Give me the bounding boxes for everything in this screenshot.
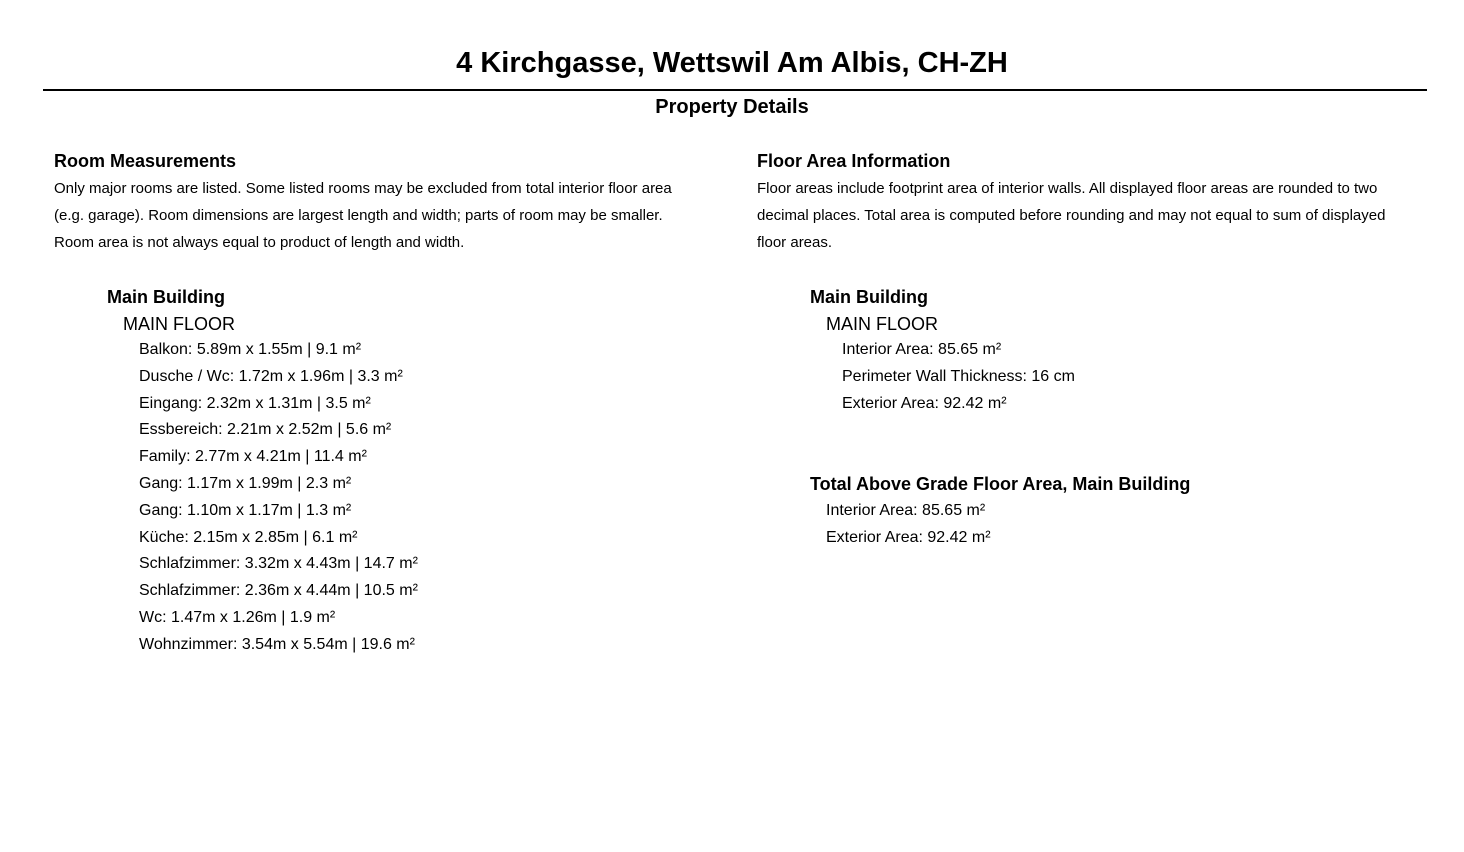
room-item: Wohnzimmer: 3.54m x 5.54m | 19.6 m²: [139, 635, 415, 653]
room-item: Wc: 1.47m x 1.26m | 1.9 m²: [139, 608, 336, 626]
total-floor-area-list: [826, 498, 1437, 552]
total-area-item: Exterior Area: 92.42 m²: [826, 529, 991, 547]
floor-area-building-block: [810, 283, 1437, 417]
room-item: Balkon: 5.89m x 1.55m | 9.1 m²: [139, 341, 362, 358]
room-measurements-section: [54, 148, 724, 659]
total-floor-area-block: [810, 470, 1437, 552]
description-line: floor areas.: [757, 234, 833, 251]
page-subtitle: Property Details: [655, 96, 809, 118]
floor-label: MAIN FLOOR: [123, 314, 236, 334]
room-item: Gang: 1.10m x 1.17m | 1.3 m²: [139, 501, 352, 519]
building-title: Main Building: [810, 287, 928, 307]
room-list: [139, 337, 724, 659]
floor-area-item: Interior Area: 85.65 m²: [842, 341, 1002, 358]
building-title: Main Building: [107, 287, 225, 307]
floor-area-description: [757, 175, 1437, 256]
total-floor-area-heading: Total Above Grade Floor Area, Main Building: [810, 474, 1191, 495]
floor-area-item: Perimeter Wall Thickness: 16 cm: [842, 367, 1075, 385]
room-item: Gang: 1.17m x 1.99m | 2.3 m²: [139, 474, 352, 492]
room-item: Family: 2.77m x 4.21m | 11.4 m²: [139, 448, 367, 466]
floor-area-section: [757, 148, 1437, 552]
room-item: Küche: 2.15m x 2.85m | 6.1 m²: [139, 528, 358, 546]
description-line: decimal places. Total area is computed before rounding and may not equal to sum of displayed: [757, 207, 1386, 224]
floor-area-heading: Floor Area Information: [757, 151, 951, 171]
total-area-item: Interior Area: 85.65 m²: [826, 502, 986, 520]
description-line: Floor areas include footprint area of interior walls. All displayed floor areas are rounded to two: [757, 180, 1378, 197]
room-measurements-heading: Room Measurements: [54, 151, 237, 171]
room-item: Schlafzimmer: 2.36m x 4.44m | 10.5 m²: [139, 582, 418, 600]
floor-area-list: [842, 337, 1437, 417]
title-divider: [43, 89, 1427, 91]
room-item: Dusche / Wc: 1.72m x 1.96m | 3.3 m²: [139, 367, 403, 385]
description-line: (e.g. garage). Room dimensions are largest length and width; parts of room may be smaller.: [54, 207, 663, 224]
description-line: Only major rooms are listed. Some listed rooms may be excluded from total interior floor area: [54, 180, 672, 197]
room-item: Schlafzimmer: 3.32m x 4.43m | 14.7 m²: [139, 555, 418, 573]
room-measurements-description: [54, 175, 724, 256]
page-title: 4 Kirchgasse, Wettswil Am Albis, CH-ZH: [456, 47, 1008, 79]
room-item: Eingang: 2.32m x 1.31m | 3.5 m²: [139, 394, 371, 412]
room-building-block: [107, 283, 724, 659]
floor-label: MAIN FLOOR: [826, 314, 939, 334]
floor-area-item: Exterior Area: 92.42 m²: [842, 394, 1007, 412]
description-line: Room area is not always equal to product of length and width.: [54, 234, 465, 251]
room-item: Essbereich: 2.21m x 2.52m | 5.6 m²: [139, 421, 392, 439]
